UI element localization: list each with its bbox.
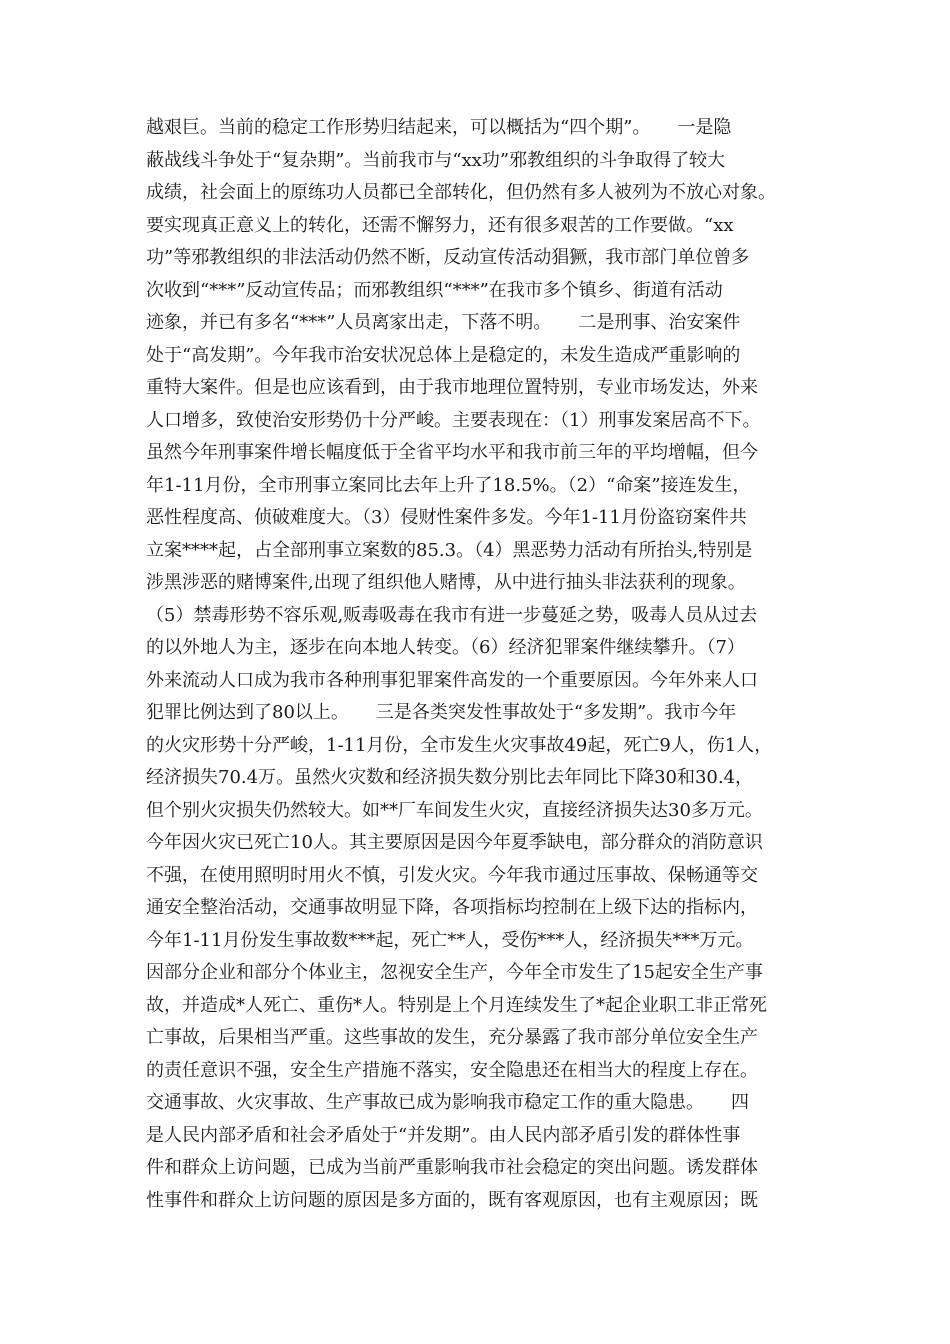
text-line: 立案****起，占全部刑事立案数的85.3。（4）黑恶势力活动有所抬头,特别是 bbox=[146, 539, 753, 561]
text-line: 越艰巨。当前的稳定工作形势归结起来，可以概括为“四个期”。 一是隐 bbox=[146, 117, 732, 138]
text-line: 外来流动人口成为我市各种刑事犯罪案件高发的一个重要原因。今年外来人口 bbox=[146, 669, 758, 691]
text-line: 重特大案件。但是也应该看到，由于我市地理位置特别，专业市场发达，外来 bbox=[146, 377, 758, 398]
text-line: 是人民内部矛盾和社会矛盾处于“并发期”。由人民内部矛盾引发的群体性事 bbox=[146, 1124, 741, 1146]
text-line: 但个别火灾损失仍然较大。如**厂车间发生火灾，直接经济损失达30多万元。 bbox=[146, 799, 763, 821]
text-line: 蔽战线斗争处于“复杂期”。当前我市与“xx功”邪教组织的斗争取得了较大 bbox=[146, 149, 726, 171]
text-line: 的以外地人为主，逐步在向本地人转变。（6）经济犯罪案件继续攀升。（7） bbox=[146, 637, 745, 658]
text-line: 年1-11月份，全市刑事立案同比去年上升了18.5%。（2）“命案”接连发生， bbox=[146, 474, 751, 496]
text-line: 经济损失70.4万。虽然火灾数和经济损失数分别比去年同比下降30和30.4， bbox=[146, 767, 754, 788]
text-line: 件和群众上访问题，已成为当前严重影响我市社会稳定的突出问题。诱发群体 bbox=[146, 1157, 758, 1178]
text-line: 性事件和群众上访问题的原因是多方面的，既有客观原因，也有主观原因；既 bbox=[146, 1189, 758, 1211]
text-line: 故，并造成*人死亡、重伤*人。特别是上个月连续发生了*起企业职工非正常死 bbox=[146, 994, 767, 1016]
text-line: 涉黑涉恶的赌博案件,出现了组织他人赌博，从中进行抽头非法获利的现象。 bbox=[146, 572, 746, 593]
text-line: 亡事故，后果相当严重。这些事故的发生，充分暴露了我市部分单位安全生产 bbox=[146, 1027, 758, 1048]
text-line: 犯罪比例达到了80以上。 三是各类突发性事故处于“多发期”。我市今年 bbox=[146, 702, 737, 723]
text-line: 虽然今年刑事案件增长幅度低于全省平均水平和我市前三年的平均增幅，但今 bbox=[146, 442, 758, 463]
text-line: 迹象，并已有多名“***”人员离家出走，下落不明。 二是刑事、治安案件 bbox=[146, 312, 741, 333]
text-line: 今年1-11月份发生事故数***起，死亡**人，受伤***人，经济损失***万元。 bbox=[146, 929, 754, 951]
text-line: 的火灾形势十分严峻，1-11月份，全市发生火灾事故49起，死亡9人，伤1人， bbox=[146, 734, 773, 756]
text-line: 通安全整治活动，交通事故明显下降，各项指标均控制在上级下达的指标内， bbox=[146, 897, 758, 918]
text-line: 不强，在使用照明时用火不慎，引发火灾。今年我市通过压事故、保畅通等交 bbox=[146, 864, 758, 886]
text-line: 成绩，社会面上的原练功人员都已全部转化，但仍然有多人被列为不放心对象。 bbox=[146, 182, 776, 203]
body-text bbox=[146, 112, 816, 1217]
text-line: 今年因火灾已死亡10人。其主要原因是因今年夏季缺电，部分群众的消防意识 bbox=[146, 832, 763, 853]
text-line: 的责任意识不强，安全生产措施不落实，安全隐患还在相当大的程度上存在。 bbox=[146, 1059, 758, 1081]
text-line: 次收到“***”反动宣传品；而邪教组织“***”在我市多个镇乡、街道有活动 bbox=[146, 279, 723, 301]
text-line: 交通事故、火灾事故、生产事故已成为影响我市稳定工作的重大隐患。 四 bbox=[146, 1092, 749, 1113]
text-line: 要实现真正意义上的转化，还需不懈努力，还有很多艰苦的工作要做。“xx bbox=[146, 214, 734, 236]
text-line: 人口增多，致使治安形势仍十分严峻。主要表现在：（1）刑事发案居高不下。 bbox=[146, 409, 761, 431]
text-line: 因部分企业和部分个体业主，忽视安全生产，今年全市发生了15起安全生产事 bbox=[146, 962, 763, 983]
text-line: 功”等邪教组织的非法活动仍然不断，反动宣传活动猖獗，我市部门单位曾多 bbox=[146, 247, 750, 268]
text-line: 处于“高发期”。今年我市治安状况总体上是稳定的，未发生造成严重影响的 bbox=[146, 344, 741, 366]
text-line: 恶性程度高、侦破难度大。（3）侵财性案件多发。今年1-11月份盗窃案件共 bbox=[146, 507, 747, 528]
text-line: （5）禁毒形势不容乐观,贩毒吸毒在我市有进一步蔓延之势，吸毒人员从过去 bbox=[146, 604, 758, 626]
